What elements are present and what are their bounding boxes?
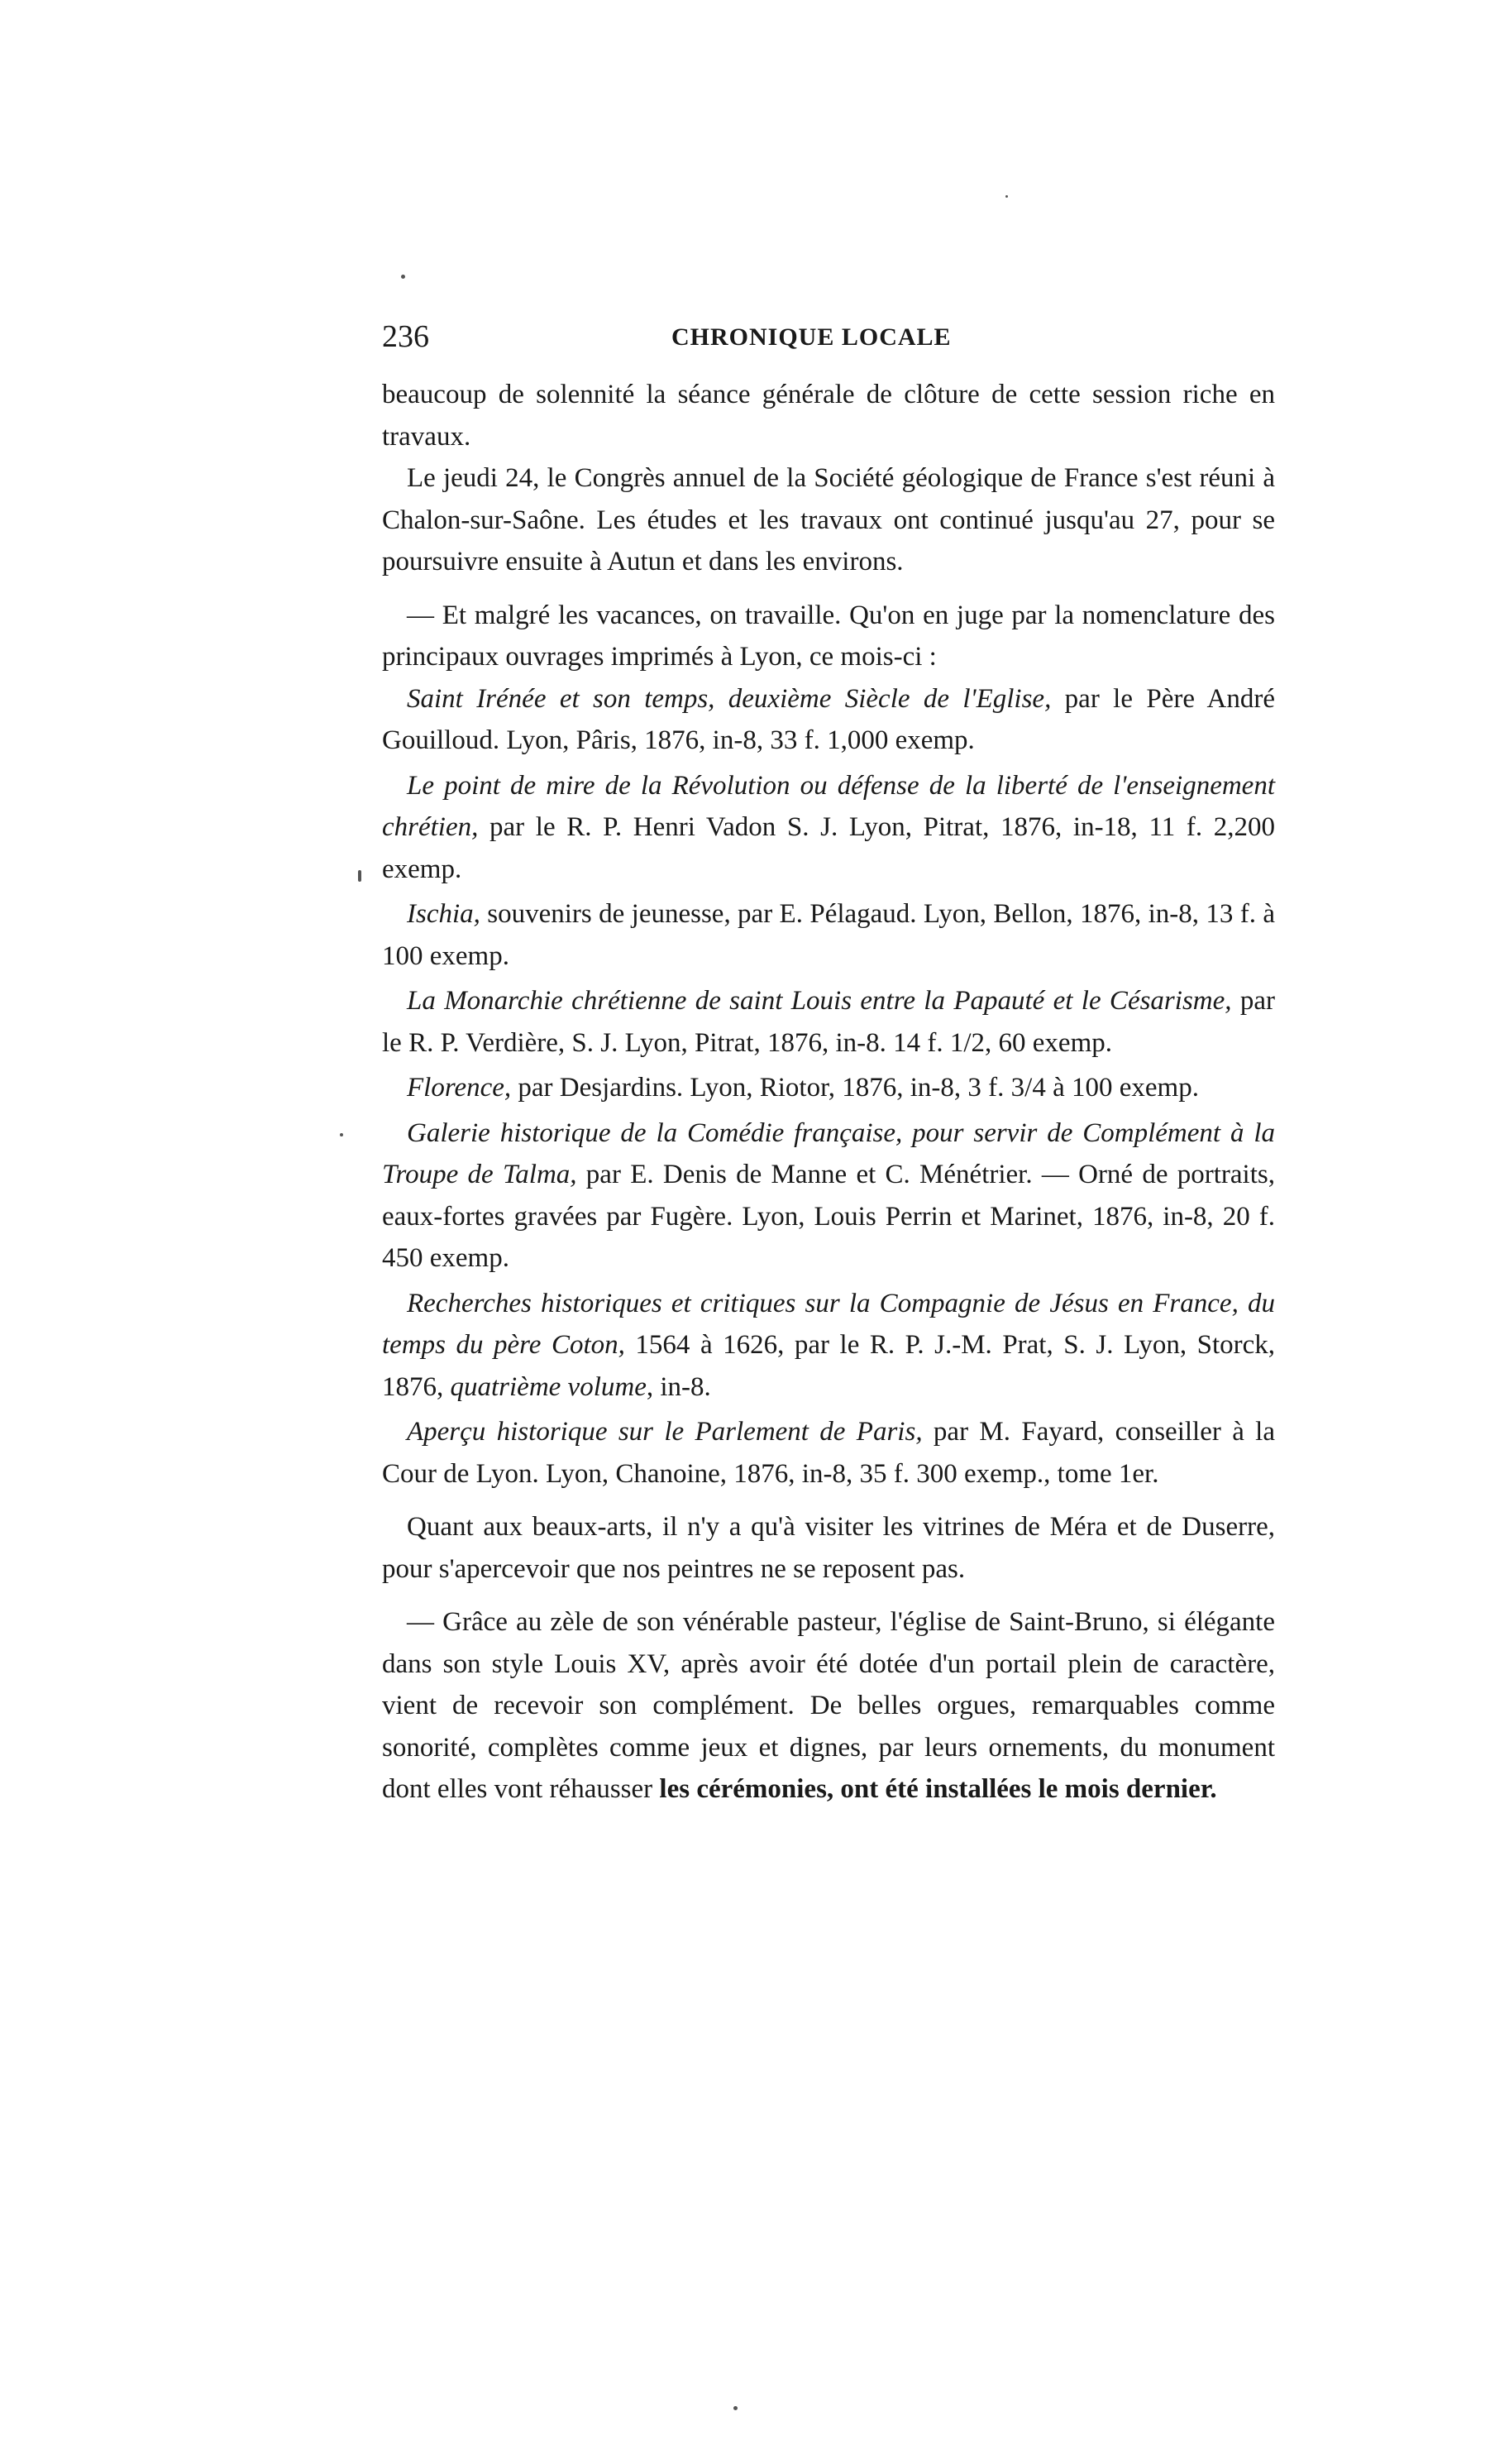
body-text bbox=[382, 374, 1275, 1811]
scan-speck bbox=[401, 275, 405, 279]
entry-details: par Desjardins. Lyon, Riotor, 1876, in-8, 3 f. 3/4 à 100 exemp. bbox=[511, 1073, 1199, 1103]
entry-details: par le Père André Gouilloud. Lyon, Pâris, 1876, in-8, 33 f. 1,000 exemp. bbox=[382, 683, 1275, 755]
paragraph bbox=[382, 1601, 1275, 1811]
bibliography-entry bbox=[382, 678, 1275, 762]
bibliography-entry bbox=[382, 1411, 1275, 1495]
scan-speck bbox=[1005, 195, 1008, 198]
entry-details: par M. Fayard, conseiller à la Cour de Lyon. Lyon, Chanoine, 1876, in-8, 35 f. 300 exemp., tome 1er. bbox=[382, 1417, 1275, 1489]
paragraph: — Et malgré les vacances, on travaille. Qu'on en juge par la nomenclature des principaux ouvrages imprimés à Lyon, ce mois-ci : bbox=[382, 600, 1275, 672]
entry-details-end: , in-8. bbox=[646, 1371, 711, 1402]
paragraph-ending: les cérémonies, ont été installées le mois dernier. bbox=[659, 1774, 1217, 1804]
paragraph: Le jeudi 24, le Congrès annuel de la Société géologique de France s'est réuni à Chalon-sur-Saône. Les études et les travaux ont continué jusqu'au 27, pour se poursuivre ensuite à Autun et dans les environs. bbox=[382, 463, 1275, 577]
entry-title: Recherches historiques et critiques sur la Compagnie de Jésus en France, du temps du père Coton, bbox=[382, 1288, 1275, 1360]
entry-details: par le R. P. Verdière, S. J. Lyon, Pitrat, 1876, in-8. 14 f. 1/2, 60 exemp. bbox=[382, 986, 1275, 1058]
bibliography-entry bbox=[382, 1283, 1275, 1409]
entry-details: par E. Denis de Manne et C. Ménétrier. — Orné de portraits, eaux-fortes gravées par Fugère. Lyon, Louis Perrin et Marinet, 1876, in-8, 20 f. 450 exemp. bbox=[382, 1160, 1275, 1273]
page-header bbox=[382, 318, 1275, 368]
bibliography-entry bbox=[382, 1067, 1275, 1109]
paragraph: Quant aux beaux-arts, il n'y a qu'à visiter les vitrines de Méra et de Duserre, pour s'apercevoir que nos peintres ne se reposent pas. bbox=[382, 1512, 1275, 1584]
entry-title: Aperçu historique sur le Parlement de Paris, bbox=[407, 1417, 923, 1447]
entry-title: Ischia, bbox=[407, 899, 480, 929]
entry-title: Saint Irénée et son temps, deuxième Siècle de l'Eglise, bbox=[407, 683, 1052, 714]
scan-speck bbox=[733, 2406, 738, 2410]
entry-title: Florence, bbox=[407, 1073, 512, 1103]
entry-title: Galerie historique de la Comédie française, pour servir de Complément à la Troupe de Talma, bbox=[382, 1117, 1275, 1189]
bibliography-entry bbox=[382, 765, 1275, 891]
entry-details: souvenirs de jeunesse, par E. Pélagaud. Lyon, Bellon, 1876, in-8, 13 f. à 100 exemp. bbox=[382, 899, 1275, 971]
entry-volume: quatrième volume bbox=[450, 1371, 647, 1402]
bibliography-entry bbox=[382, 893, 1275, 977]
bibliography-entry bbox=[382, 1112, 1275, 1280]
running-head: CHRONIQUE LOCALE bbox=[671, 323, 952, 351]
entry-title: Le point de mire de la Révolution ou défense de la liberté de l'enseignement chrétien, bbox=[382, 770, 1275, 842]
scan-speck bbox=[340, 1133, 343, 1136]
paragraph-body: — Grâce au zèle de son vénérable pasteur, l'église de Saint-Bruno, si élégante dans son style Louis XV, après avoir été dotée d'un portail plein de caractère, vient de recevoir son complément. De belles orgues, remarquables comme sonorité, complètes comme jeux et dignes, par leurs ornements, du monument dont elles vont réhausser bbox=[382, 1607, 1275, 1804]
scan-speck bbox=[358, 870, 361, 882]
page-number: 236 bbox=[382, 319, 429, 354]
paragraph: beaucoup de solennité la séance générale de clôture de cette session riche en travaux. bbox=[382, 380, 1275, 452]
entry-details: 1564 à 1626, par le R. P. J.-M. Prat, S. J. Lyon, Storck, 1876, bbox=[382, 1330, 1275, 1402]
entry-title: La Monarchie chrétienne de saint Louis entre la Papauté et le Césarisme, bbox=[407, 986, 1232, 1016]
bibliography-entry bbox=[382, 980, 1275, 1064]
entry-details: par le R. P. Henri Vadon S. J. Lyon, Pitrat, 1876, in-18, 11 f. 2,200 exemp. bbox=[382, 812, 1275, 884]
